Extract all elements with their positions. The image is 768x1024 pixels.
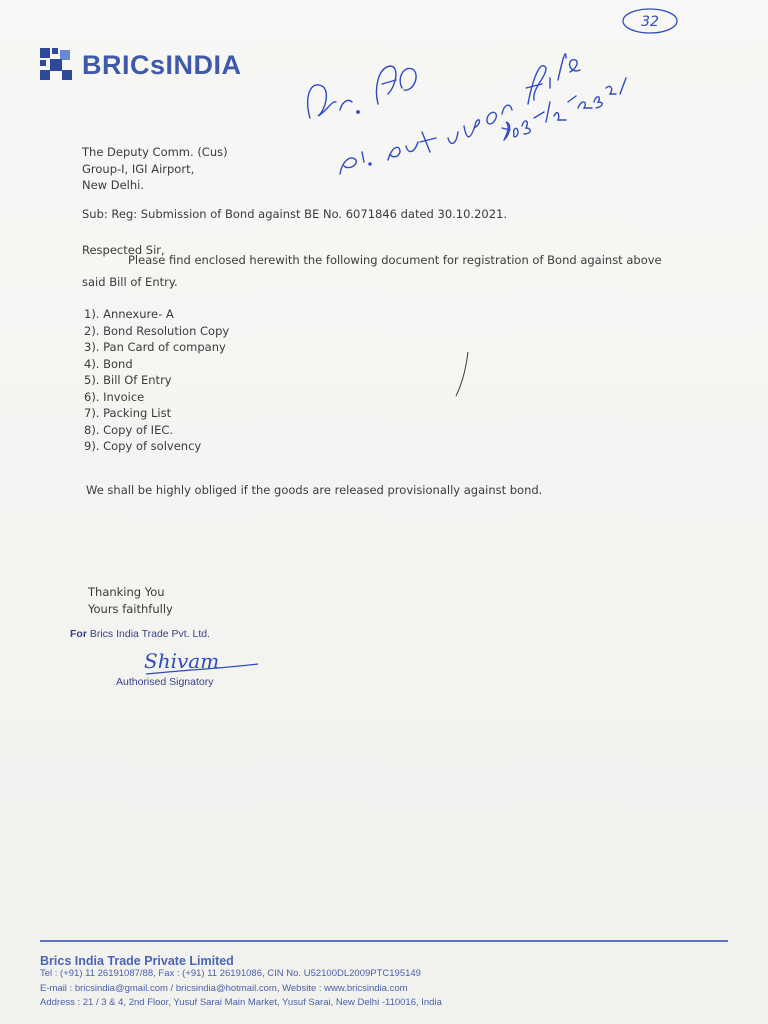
page-number-stamp: [620, 6, 680, 36]
list-item: 4). Bond: [84, 356, 133, 371]
logo-wordmark: BRICsINDIA: [82, 49, 242, 80]
footer-email: E-mail : bricsindia@gmail.com / bricsindia@hotmail.com, Website : www.bricsindia.com: [40, 983, 408, 994]
footer-contact: Tel : (+91) 11 26191087/88, Fax : (+91) 11 26191086, CIN No. U52100DL2009PTC195149: [40, 968, 421, 979]
stamp-designation: Authorised Signatory: [116, 676, 214, 688]
handwritten-note: [296, 28, 656, 188]
recipient-line: The Deputy Comm. (Cus): [82, 145, 228, 159]
list-item: 2). Bond Resolution Copy: [84, 323, 230, 338]
salutation: Respected Sir,: [82, 243, 165, 257]
list-item: 5). Bill Of Entry: [84, 373, 172, 387]
pen-tick-mark: [452, 350, 472, 400]
footer-company-name: Brics India Trade Private Limited: [40, 954, 234, 968]
list-item: 1). Annexure- A: [84, 307, 174, 321]
sign-off-line: Thanking You: [88, 585, 165, 599]
signature-text: Shivam: [144, 649, 220, 673]
company-logo: [40, 48, 242, 82]
list-item: 9). Copy of solvency: [84, 439, 202, 453]
sign-off: [88, 584, 173, 617]
list-item: 7). Packing List: [84, 406, 172, 420]
stamp-company-name: Brics India Trade Pvt. Ltd.: [89, 628, 211, 640]
recipient-line: Group-I, IGI Airport,: [82, 161, 195, 176]
enclosure-list: [84, 306, 229, 455]
body-line-2: said Bill of Entry.: [82, 275, 178, 289]
list-item: 6). Invoice: [84, 389, 145, 404]
sign-off-line: Yours faithfully: [88, 601, 173, 616]
footer-divider: [40, 940, 728, 942]
footer-address: Address : 21 / 3 & 4, 2nd Floor, Yusuf Sarai Main Market, Yusuf Sarai, New Delhi -110016, India: [40, 997, 442, 1008]
recipient-line: New Delhi.: [82, 178, 145, 192]
subject-line: Sub: Reg: Submission of Bond against BE No. 6071846 dated 30.10.2021.: [82, 207, 508, 221]
recipient-address: [82, 144, 228, 194]
page-number: 32: [641, 14, 659, 30]
body-line-1: Please find enclosed herewith the following document for registration of Bond against above: [128, 253, 662, 267]
closing-line: We shall be highly obliged if the goods are released provisionally against bond.: [86, 483, 543, 497]
list-item: 3). Pan Card of company: [84, 340, 226, 354]
logo-mark-icon: [40, 48, 74, 82]
list-item: 8). Copy of IEC.: [84, 422, 174, 437]
stamp-company: [70, 628, 210, 640]
stamp-company-prefix: For: [70, 628, 87, 640]
